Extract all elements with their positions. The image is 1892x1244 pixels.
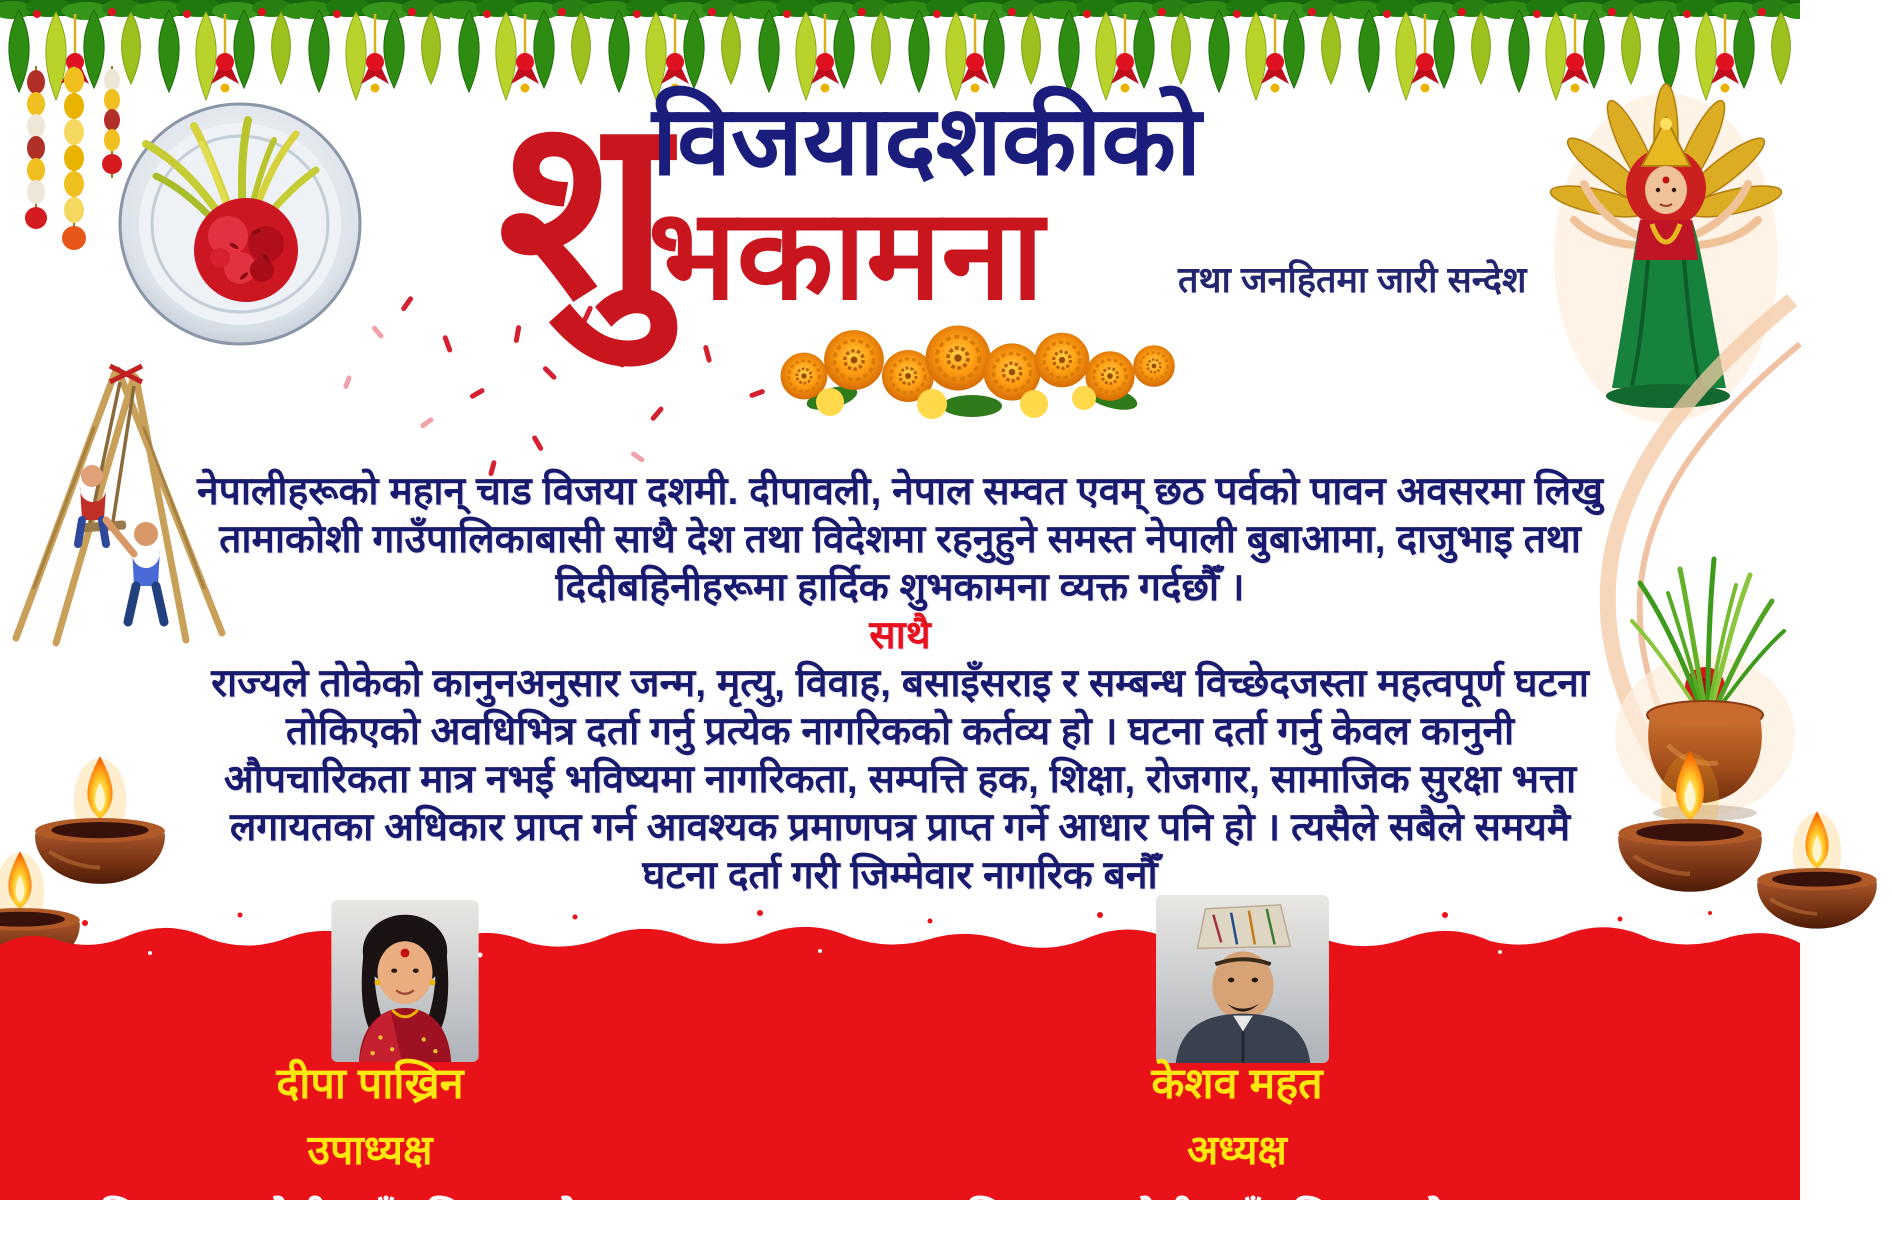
notice-line: राज्यले तोकेको कानुनअनुसार जन्म, मृत्यु, विवाह, बसाइँसराइ र सम्बन्ध विच्छेदजस्ता महत्वपूर्ण घटना: [211, 662, 1589, 705]
vice-chairperson-photo: [330, 900, 480, 1062]
official-role: उपाध्यक्ष: [307, 1127, 433, 1173]
connector-word: साथै: [869, 614, 931, 657]
title-line-blue: विजयादशकीको: [652, 86, 1202, 195]
official-organization: लिखु तामाकोशी गाउँपालिका, रामेछाप: [967, 1197, 1507, 1241]
notice-line: घटना दर्ता गरी जिम्मेवार नागरिक बनौँ: [642, 854, 1158, 897]
title-tagline: तथा जनहितमा जारी सन्देश: [1178, 259, 1527, 300]
greeting-line: तामाकोशी गाउँपालिकाबासी साथै देश तथा विदेशमा रहनुहुने समस्त नेपाली बुबाआमा, दाजुभाइ तथा: [219, 518, 1581, 561]
marigold-cluster-icon: [762, 310, 1197, 428]
brush-edge: [0, 905, 1800, 961]
official-name: केशव महत: [1151, 1060, 1323, 1108]
title-big-letter: शु: [498, 68, 664, 349]
official-left: [20, 1052, 720, 1244]
official-right: [887, 1052, 1587, 1244]
notice-line: औपचारिकता मात्र नभई भविष्यमा नागरिकता, सम्पत्ति हक, शिक्षा, रोजगार, सामाजिक सुरक्षा भत्ता: [223, 758, 1577, 801]
title-line-red: भकामना: [648, 184, 1044, 325]
greeting-line: दिदीबहिनीहरूमा हार्दिक शुभकामना व्यक्त गर्दछौँ ।: [555, 566, 1245, 609]
notice-line: तोकिएको अवधिभित्र दर्ता गर्नु प्रत्येक नागरिकको कर्तव्य हो । घटना दर्ता गर्नु केवल कानुनी: [285, 710, 1515, 753]
message-block: [90, 468, 1710, 900]
official-organization: लिखु तामाकोशी गाउँपालिका, रामेछाप: [100, 1197, 640, 1241]
notice-line: लगायतका अधिकार प्राप्त गर्न आवश्यक प्रमाणपत्र प्राप्त गर्ने आधार पनि हो । त्यसैले सबैले समयमै: [229, 806, 1571, 849]
chairperson-photo: [1155, 895, 1330, 1063]
official-role: अध्यक्ष: [1187, 1127, 1287, 1173]
greeting-line: नेपालीहरूको महान् चाड विजया दशमी. दीपावली, नेपाल सम्वत एवम् छठ पर्वको पावन अवसरमा लिखु: [197, 470, 1603, 513]
official-name: दीपा पाख्रिन: [276, 1060, 464, 1108]
